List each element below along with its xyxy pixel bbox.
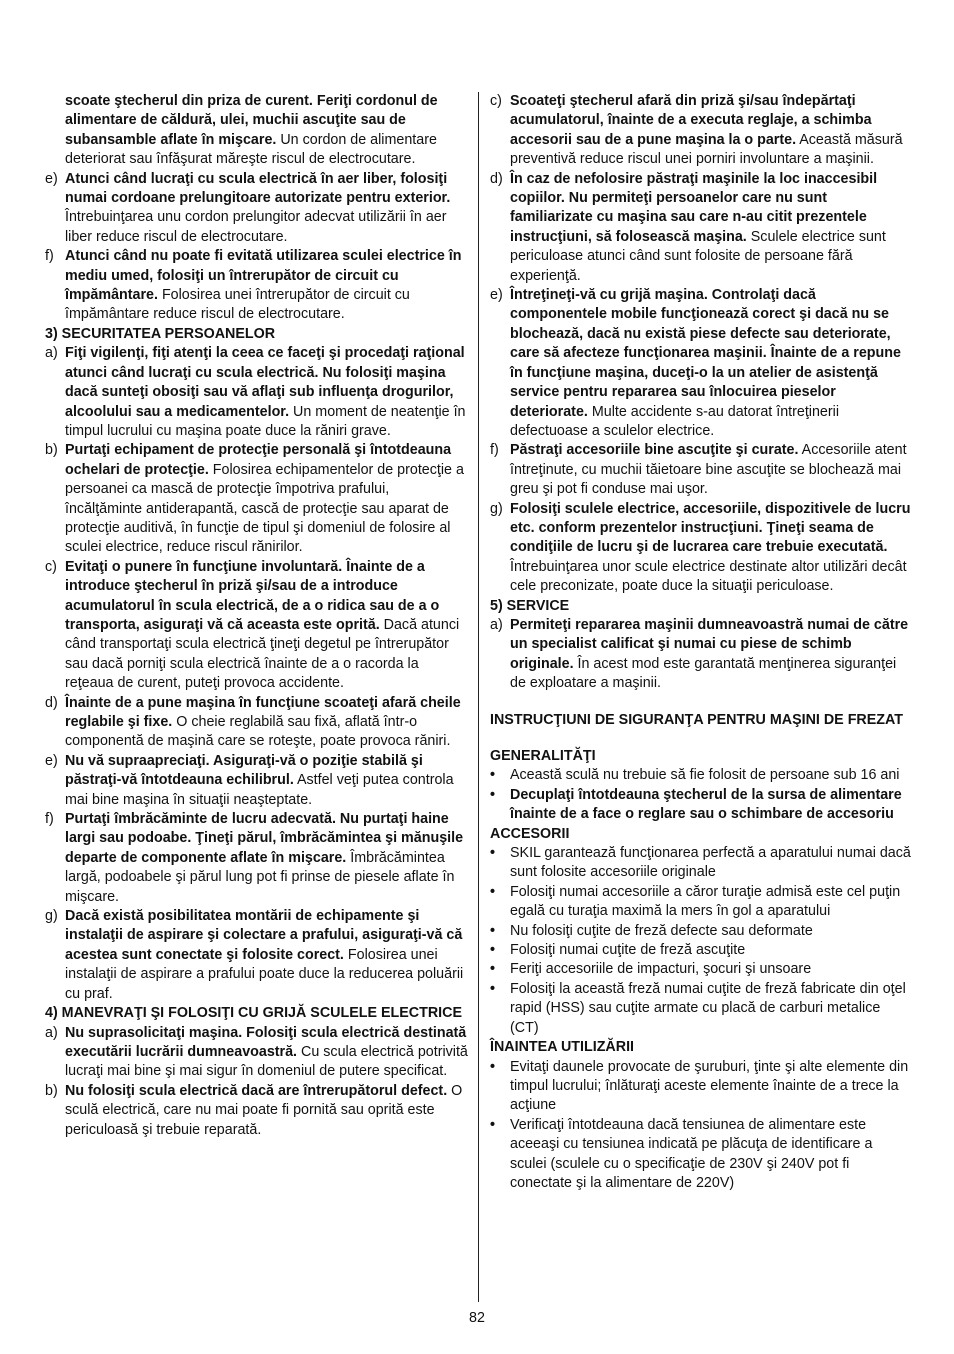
- bullet-text: Feriţi accesoriile de impacturi, şocuri şi unsoare: [510, 961, 812, 978]
- item-bold: Permiteţi repararea maşinii dumneavoastră numai de către un specialist calificat şi numai cu piese de schimb originale.: [510, 616, 909, 672]
- item-label: f): [45, 811, 54, 828]
- item-text: Folosirea unei instalaţii de aspirare a prafului poate duce la reducerea poluării cu praf.: [65, 946, 464, 1002]
- item-text: Întrebuinţarea unor scule electrice destinate altor utilizări decât cele preconizate, poate duce la situaţii periculoase.: [510, 558, 907, 595]
- heading-accessories: ACCESORII: [490, 825, 570, 842]
- bullet-text: Folosiţi numai accesoriile a căror turaţie admisă este cel puţin egală cu turaţia maximă la mers în gol a aparatului: [510, 883, 901, 920]
- s4-item-a: [45, 1024, 468, 1082]
- s3-item-b: [45, 441, 468, 557]
- item-label: c): [490, 93, 502, 109]
- item-text: Folosirea echipamentelor de protecţie a persoanei ca mască de protecţie împotriva prafului, încălţăminte antiderapantă, cască de protecţie sau aparat de protecţie auditivă, în funcţie de tipul şi domeniul de folosire al sculei electrice, reduce riscul rănirilor.: [65, 461, 464, 556]
- item-text: Accesoriile atent întreţinute, cu muchii tăietoare bine ascuţite se blochează mai greu şi pot fi conduse mai uşor.: [510, 442, 907, 498]
- item-text: Sculele electrice sunt periculoase atunci când sunt folosite de persoane fără experienţă.: [510, 228, 886, 284]
- item-label: b): [45, 1082, 58, 1099]
- bullet-icon: •: [490, 922, 496, 939]
- item-bold: Dacă există posibilitatea montării de echipamente şi instalaţii de aspirare şi colectare a prafului, asiguraţi-vă că acestea sunt conectate şi folosite corect.: [65, 908, 463, 963]
- item-label: d): [490, 170, 503, 187]
- item-label: f): [45, 248, 54, 265]
- bullet-text: Verificaţi întotdeauna dacă tensiunea de alimentare este aceeaşi cu tensiunea indicată pe plăcuţa de identificare a sculei (sculele cu o specificaţie de 230V şi 240V pot fi conectate şi la alimentare de 220V): [510, 1116, 873, 1191]
- bullet-text: Folosiţi numai cuţite de freză ascuţite: [510, 942, 746, 959]
- item-bold: Nu suprasolicitaţi maşina. Folosiţi scula electrică destinată executării lucrării dumneavoastră.: [65, 1024, 467, 1060]
- right-column: [490, 92, 912, 1193]
- safety-title: INSTRUCŢIUNI DE SIGURANŢA PENTRU MAŞINI DE FREZAT: [490, 711, 904, 728]
- bullet-text: Folosiţi la această freză numai cuţite de freză fabricate din oţel rapid (HSS) sau cuţite armate cu placă de carburi metalice (CT): [510, 980, 906, 1036]
- item-label: a): [45, 345, 58, 362]
- s4-item-f: [490, 441, 912, 499]
- bullet-icon: •: [490, 961, 496, 978]
- column-divider: [478, 92, 479, 1302]
- item-bold: Nu folosiţi scula electrică dacă are întrerupătorul defect.: [65, 1082, 448, 1099]
- item-bold: Întreţineţi-vă cu grijă maşina. Controlaţi dacă componentele mobile funcţionează corect şi dacă nu se blochează, dacă nu există piese defecte sau deteriorate, care să afecteze funcţionarea maşinii. Înainte de a repune în funcţiune maşina, duceţi-o la un atelier de asistenţă service pentru repararea sau înlocuirea pieselor deteriorate.: [510, 287, 901, 420]
- item-bold: Atunci când nu poate fi evitată utilizarea sculei electrice în mediu umed, folosiţi un întrerupător de circuit cu împământare.: [65, 248, 462, 304]
- heading-general: GENERALITĂŢI: [490, 748, 596, 764]
- item-text: Un cordon de alimentare deteriorat sau înfăşurat măreşte riscul de electrocutare.: [65, 131, 437, 168]
- item-text: O cheie reglabilă sau fixă, aflată într-o componentă de maşină care se roteşte, poate provoca răniri.: [65, 714, 451, 750]
- item-label: e): [45, 170, 58, 187]
- item-text: Astfel veţi putea controla mai bine maşina în situaţii neaşteptate.: [65, 772, 454, 808]
- item-bold: Evitaţi o punere în funcţiune involuntară. Înainte de a introduce ştecherul în priză şi/sau de a introduce acumulatorul în scula electrică, de a o ridica sau de a o transporta, asiguraţi vă că aceasta este oprită.: [65, 558, 440, 633]
- bullet-item: [490, 766, 912, 785]
- left-column: [45, 92, 468, 1140]
- item-bold: Fiţi vigilenţi, fiţi atenţi la ceea ce faceţi şi procedaţi raţional atunci când lucraţi cu scula electrică. Nu folosiţi maşina dacă sunteţi obosiţi sau vă aflaţi sub influenţa drogurilor, alcoolului sau a medicamentelor.: [65, 345, 465, 420]
- bullet-icon: •: [490, 786, 496, 803]
- page-number: 82: [469, 1310, 485, 1326]
- item-bold: Păstraţi accesoriile bine ascuţite şi curate.: [510, 442, 799, 459]
- item-bold: Nu vă supraapreciaţi. Asiguraţi-vă o poziţie stabilă şi păstraţi-vă întotdeauna echilibrul.: [65, 752, 423, 789]
- s3-item-g: [45, 907, 468, 1004]
- item-bold: În caz de nefolosire păstraţi maşinile la loc inaccesibil copiilor. Nu permiteţi persoanelor care nu sunt familiarizate cu maşina sau care n-au citit prezentele instrucţiuni, să folosească maşina.: [510, 170, 878, 245]
- item-bold: Folosiţi sculele electrice, accesoriile, dispozitivele de lucru etc. conform prezentelor instrucţiuni. Ţineţi seama de condiţiile de lucru şi de lucrarea care trebuie executată.: [510, 500, 911, 556]
- item-bold: Purtaţi îmbrăcăminte de lucru adecvată. Nu purtaţi haine largi sau podoabe. Ţineţi părul, îmbrăcămintea şi mănuşile departe de componente aflate în mişcare.: [65, 811, 464, 866]
- bullet-item: [490, 883, 912, 922]
- item-text: Această măsură preventivă reduce riscul unei porniri involuntare a maşinii.: [510, 131, 903, 168]
- bullet-item: [490, 1116, 912, 1194]
- bullet-icon: •: [490, 980, 496, 997]
- item-label: c): [45, 558, 57, 575]
- s5-item-a: [490, 616, 912, 694]
- item-label: a): [45, 1024, 58, 1041]
- s4-item-g: [490, 500, 912, 597]
- item-label: b): [45, 442, 58, 459]
- bullet-text: Decuplaţi întotdeauna ştecherul de la sursa de alimentare înainte de a face o reglare sau o schimbare de accesoriu: [510, 786, 902, 823]
- item-label: a): [490, 616, 503, 633]
- s3-item-e: [45, 752, 468, 810]
- item-text: Cu scula electrică potrivită lucraţi mai bine şi mai sigur în domeniul de putere specificat.: [65, 1043, 468, 1080]
- section-heading-4: 4) MANEVRAŢI ŞI FOLOSIŢI CU GRIJĂ SCULELE ELECTRICE: [45, 1005, 463, 1022]
- bullet-text: Nu folosiţi cuţite de freză defecte sau deformate: [510, 922, 813, 939]
- left-item-f: [45, 247, 468, 325]
- bullet-icon: •: [490, 1058, 496, 1075]
- bullet-icon: •: [490, 942, 496, 959]
- bullet-item: [490, 980, 912, 1038]
- bullet-item: [490, 922, 912, 941]
- item-text: Dacă atunci când transportaţi scula electrică ţineţi degetul pe întrerupător sau dacă porniţi scula electrică înainte de a o racorda la reţeaua de curent, puteţi provoca accidente.: [65, 616, 460, 692]
- section-heading-5: 5) SERVICE: [490, 597, 570, 614]
- s3-item-a: [45, 344, 468, 441]
- s3-item-d: [45, 694, 468, 752]
- bullet-icon: •: [490, 1116, 496, 1133]
- s4-item-b: [45, 1082, 468, 1140]
- bullet-item-bold: [490, 786, 912, 825]
- item-text: Îmbrăcămintea largă, podoabele şi părul lung pot fi prinse de piesele aflate în mişcare.: [65, 849, 455, 905]
- s3-item-c: [45, 558, 468, 694]
- item-bold: Atunci când lucraţi cu scula electrică în aer liber, folosiţi numai cordoane prelungitoare autorizate pentru exterior.: [65, 170, 451, 207]
- item-bold: Purtaţi echipament de protecţie personală şi întotdeauna ochelari de protecţie.: [65, 442, 452, 478]
- heading-before-use: ÎNAINTEA UTILIZĂRII: [490, 1039, 635, 1056]
- item-text: Folosirea unei întrerupător de circuit cu împământare reduce riscul de electrocutare.: [65, 287, 410, 323]
- item-text: Multe accidente s-au datorat întreţinerii defectuoase a sculelor electrice.: [510, 403, 839, 439]
- bullet-icon: •: [490, 845, 496, 862]
- item-bold: Înainte de a pune maşina în funcţiune scoateţi afară cheile reglabile şi fixe.: [65, 694, 461, 730]
- item-label: e): [490, 287, 503, 304]
- item-label: g): [45, 908, 58, 925]
- item-bold: Scoateţi ştecherul afară din priză şi/sau îndepărtaţi acumulatorul, înainte de a executa reglaje, a schimba accesorii sau de a pune maşina la o parte.: [510, 93, 872, 148]
- bullet-text: Această sculă nu trebuie să fie folosit de persoane sub 16 ani: [510, 767, 900, 784]
- bullet-icon: •: [490, 767, 496, 784]
- item-bold: scoate ştecherul din priza de curent. Feriţi cordonul de alimentare de căldură, ulei, muchii ascuţite sau de subansamble aflate în mişcare.: [65, 93, 438, 148]
- s4-item-c: [490, 92, 912, 170]
- bullet-icon: •: [490, 883, 496, 900]
- s4-item-d: [490, 170, 912, 286]
- item-text: Un moment de neatenţie în timpul lucrului cu maşina poate duce la răniri grave.: [65, 403, 466, 439]
- bullet-item: [490, 941, 912, 960]
- left-item-e: [45, 170, 468, 248]
- item-label: d): [45, 694, 58, 711]
- item-label: g): [490, 500, 503, 517]
- bullet-item: [490, 1058, 912, 1116]
- item-text: În acest mod este garantată menţinerea siguranţei de exploatare a maşinii.: [510, 655, 897, 692]
- s3-item-f: [45, 810, 468, 907]
- item-label: e): [45, 752, 58, 769]
- left-cont-item: [45, 92, 468, 170]
- section-heading-3: 3) SECURITATEA PERSOANELOR: [45, 325, 276, 342]
- s4-item-e: [490, 286, 912, 441]
- item-label: f): [490, 442, 499, 459]
- item-text: O sculă electrică, care nu mai poate fi pornită sau oprită este periculoasă şi trebuie reparată.: [65, 1082, 463, 1138]
- bullet-text: Evitaţi daunele provocate de şuruburi, ţinte şi alte elemente din timpul lucrului; înlăturaţi aceste elemente înainte de a trece la acţiune: [510, 1058, 909, 1114]
- bullet-text: SKIL garantează funcţionarea perfectă a aparatului numai dacă sunt folosite accesoriile originale: [510, 845, 911, 881]
- bullet-item: [490, 960, 912, 979]
- item-text: Întrebuinţarea unu cordon prelungitor adecvat utilizării în aer liber reduce riscul de electrocutare.: [65, 209, 447, 245]
- bullet-item: [490, 844, 912, 883]
